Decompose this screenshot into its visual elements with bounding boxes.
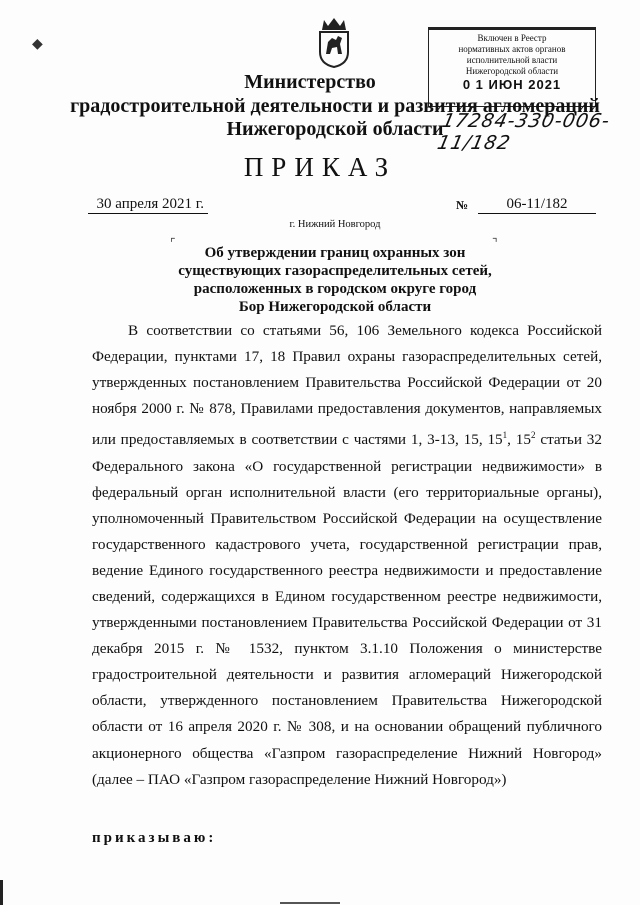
number-sign: № [456,198,469,212]
body-text-part: , 15 [507,431,531,449]
stamp-line: нормативных актов органов [458,44,566,54]
superscript: 1 [502,430,508,441]
bottom-edge-mark [280,902,340,904]
stamp-line: Нижегородской области [465,66,559,76]
city-name: г. Нижний Новгород [289,219,381,230]
handwritten-registration-number: 17284-330-006-11/182 [435,110,613,154]
order-word: приказываю: [92,830,217,846]
superscript: 2 [531,430,536,441]
body-text-part: В соответствии со статьями 56, 106 Земельного кодекса Российской Федерации, пунктами 17, 18 Правил охраны газораспределительных сетей, утвержденных постановлением Правительства Российской Федерации от 20 ноября 2000 г. № 878, Правилами предоставления документов, направляемых или предоставляемых в соответствии с частями 1, 3-13, 15, 15 [92,322,602,449]
ministry-name-line3: Нижегородской области [226,118,444,140]
ministry-name-line1: Министерство [244,71,376,93]
title-line: существующих газораспределительных сетей, [178,263,492,279]
stamp-line: исполнительной власти [466,55,558,65]
coat-of-arms-emblem [312,14,356,68]
title-line: расположенных в городском округе город [193,281,477,297]
title-corner-left-mark: ⌜ [170,236,176,250]
title-line: Бор Нижегородской области [238,299,432,315]
document-type: ПРИКАЗ [243,152,397,182]
stamp-date: 0 1 ИЮН 2021 [462,77,562,92]
scan-mark: ◆ [32,37,43,52]
body-text-part: статьи 32 Федерального закона «О государственной регистрации недвижимости» в федеральный орган исполнительной власти (его территориальные органы), уполномоченный Правительством Российской Федерации на осуществление государственного кадастрового учета, государственной регистрации прав, ведение Единого государственного реестра недвижимости и предоставление сведений, содержащихся в Едином государственном реестре недвижимости, утвержденными постановлением Правительства Российской Федерации от 31 декабря 2015 г. № 1532, пунктом 3.1.10 Положения о министерстве градостроительной деятельности и развития агломераций Нижегородской области, утвержденного постановлением Правительства Нижегородской области от 16 апреля 2020 г. № 308, и на основании обращений публичного акционерного общества «Газпром газораспределение Нижний Новгород» (далее – ПАО «Газпром газораспределение Нижний Новгород») [92,431,602,788]
title-corner-right-mark: ⌝ [492,236,498,250]
document-title [150,244,520,316]
document-date: 30 апреля 2021 г. [88,196,208,214]
document-number: 06-11/182 [478,196,596,214]
document-body [92,318,602,793]
ministry-name-line2: градостроительной деятельности и развития агломераций [70,95,600,117]
title-line: Об утверждении границ охранных зон [204,245,466,261]
body-paragraph [92,318,602,793]
page-edge-mark [0,880,3,905]
stamp-line: Включен в Реестр [477,33,547,43]
